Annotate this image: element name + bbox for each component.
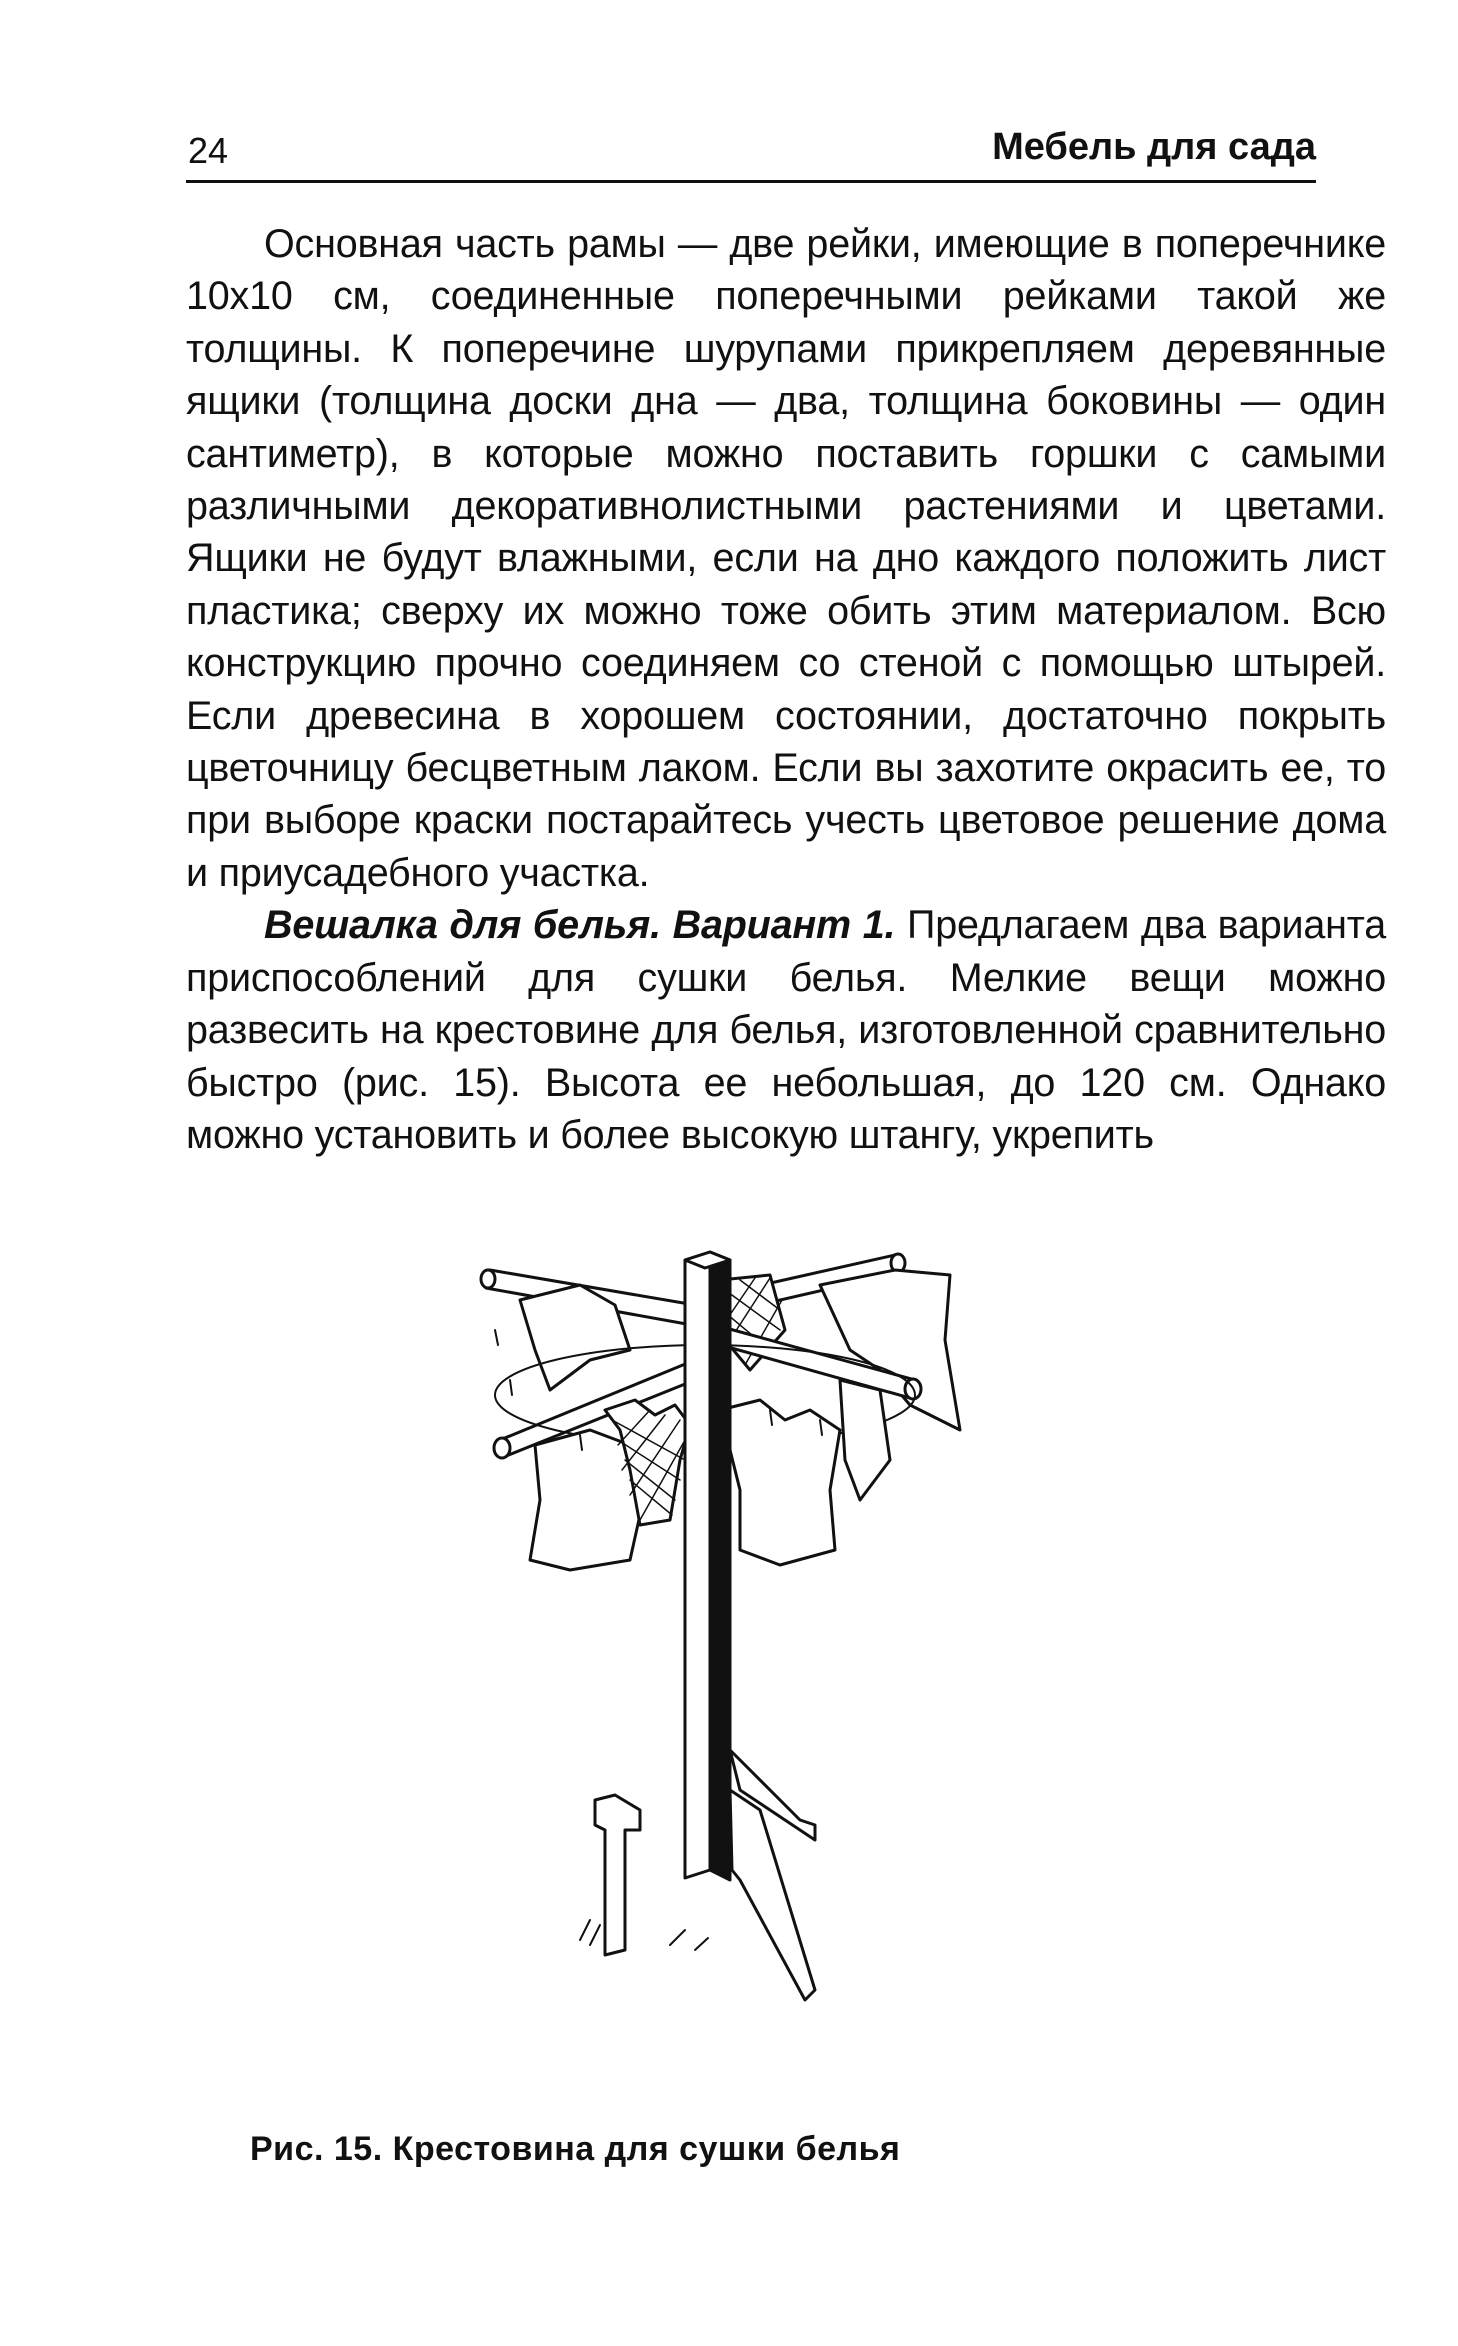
paragraph-text: Предлагаем два варианта приспособлений для сушки белья. Мелкие вещи можно развесить на крестовине для белья, изготовленной сравнительно быстро (рис. 15). Высота ее небольшая, до 120 см. Однако можно установить и более высокую штангу, укрепить (186, 903, 1386, 1157)
page-number: 24 (188, 130, 229, 171)
running-title: Мебель для сада (992, 126, 1316, 168)
paragraph-frame-description (186, 218, 1386, 899)
laundry-rack-illustration (440, 1230, 1000, 2090)
paragraph-laundry-rack (186, 899, 1386, 1161)
paragraph-lead: Вешалка для белья. Вариант 1. (264, 903, 896, 948)
page-header (186, 120, 1316, 183)
body-text (186, 218, 1386, 1161)
figure-caption: Рис. 15. Крестовина для сушки белья (250, 2130, 901, 2168)
paragraph-text: Основная часть рамы — две рейки, имеющие в поперечнике 10х10 см, соединенные поперечными рейками такой же толщины. К поперечине шурупами прикрепляем деревянные ящики (толщина доски дна — два, толщина боковины — один сантиметр), в которые можно поставить горшки с самыми различными декоративнолистными растениями и цветами. Ящики не будут влажными, если на дно каждого положить лист пластика; сверху их можно тоже обить этим материалом. Всю конструкцию прочно соединяем со стеной с помощью штырей. Если древесина в хорошем состоянии, достаточно покрыть цветочницу бесцветным лаком. Если вы захотите окрасить ее, то при выборе краски постарайтесь учесть цветовое решение дома и приусадебного участка. (186, 222, 1386, 895)
